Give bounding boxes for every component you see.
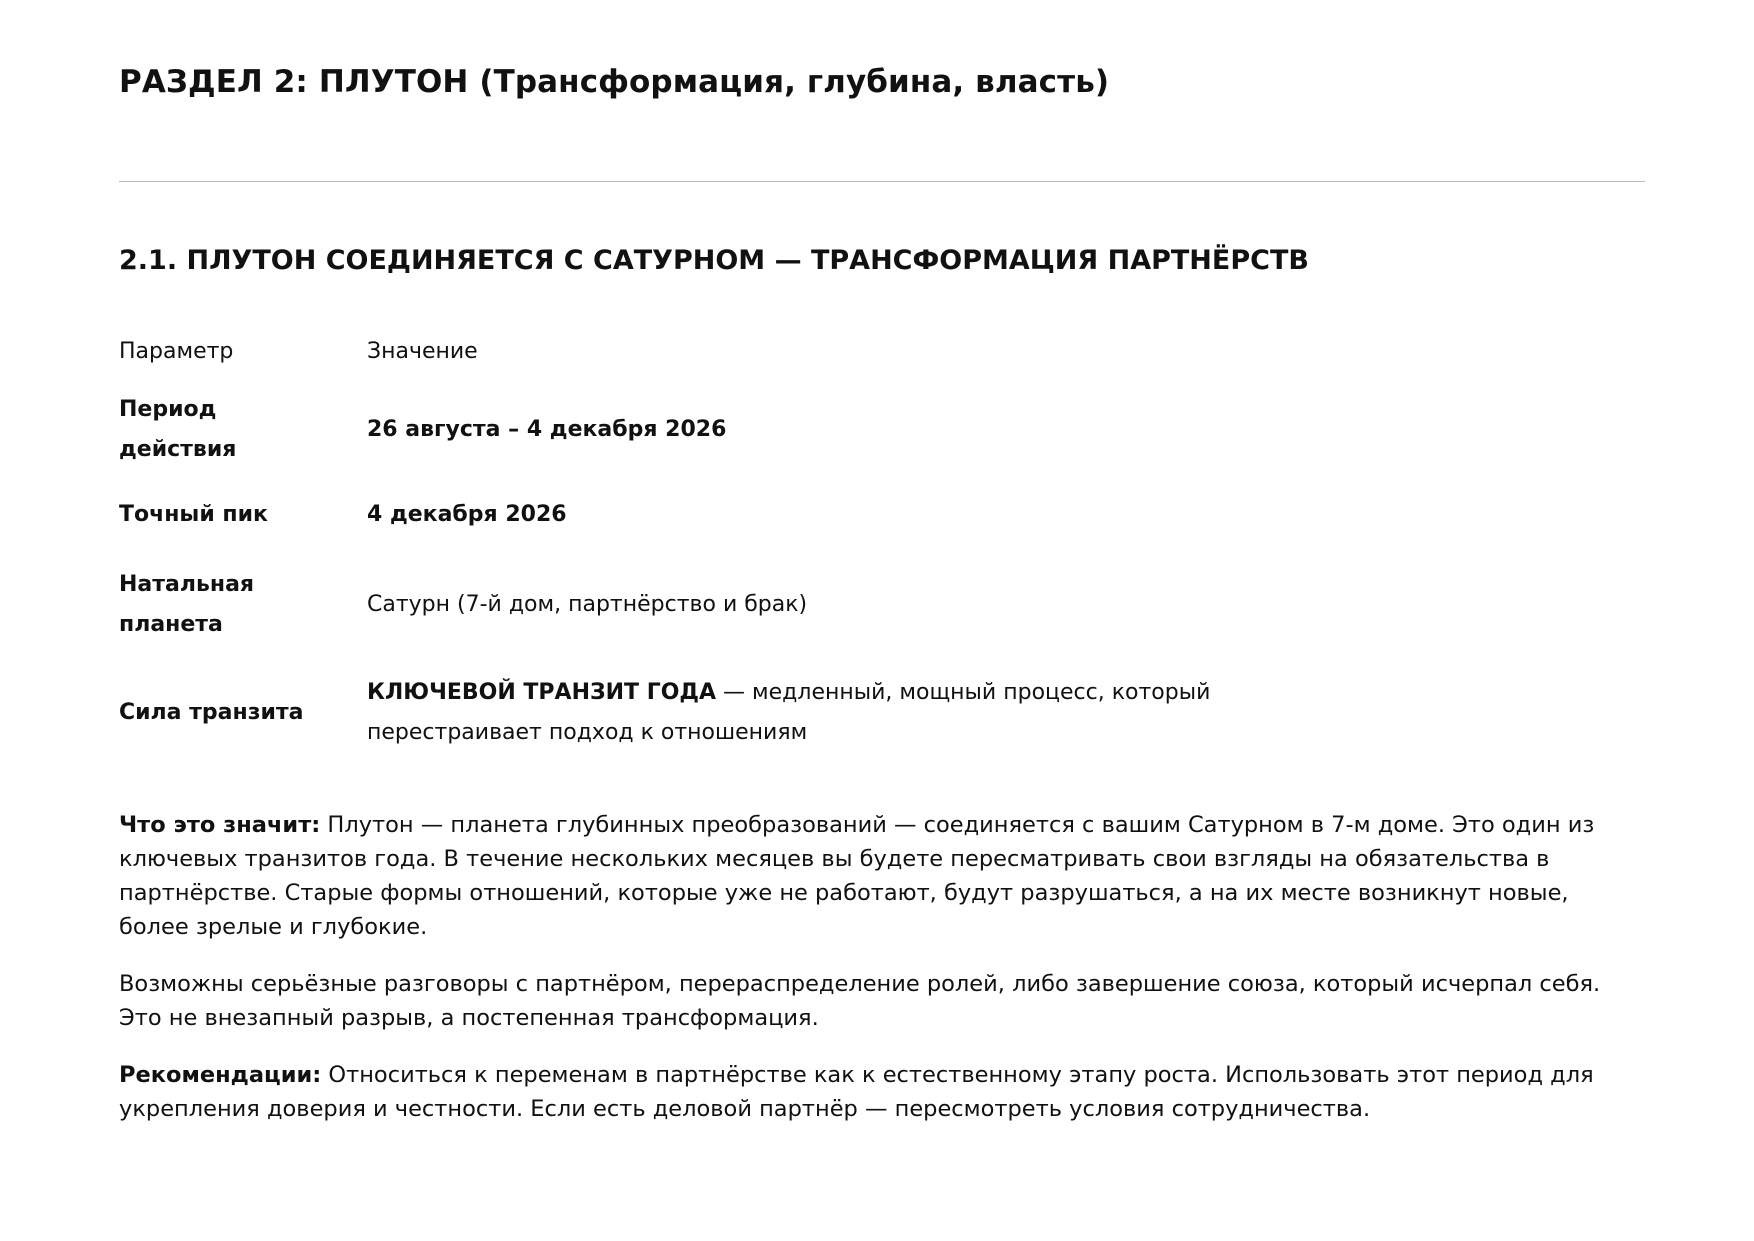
meaning-label: Что это значит:	[119, 812, 321, 838]
table-row-transit-force	[119, 663, 1645, 763]
recommendations-text: Относиться к переменам в партнёрстве как к естественному этапу роста. Использовать этот период для укрепления доверия и честности. Если есть деловой партнёр — пересмотреть условия сотрудничества.	[119, 1062, 1594, 1122]
param-natal-planet	[119, 565, 367, 645]
table-header-row	[119, 327, 1645, 377]
param-transit-force: Сила транзита	[119, 700, 304, 725]
param-period-line1: Период	[119, 397, 217, 422]
section-title: РАЗДЕЛ 2: ПЛУТОН (Трансформация, глубина, власть)	[119, 64, 1110, 100]
value-transit-force-strong: КЛЮЧЕВОЙ ТРАНЗИТ ГОДА	[367, 680, 717, 705]
param-natal-line1: Натальная	[119, 572, 255, 597]
table-row-period	[119, 377, 1645, 483]
subsection-title: 2.1. ПЛУТОН СОЕДИНЯЕТСЯ С САТУРНОМ — ТРАНСФОРМАЦИЯ ПАРТНЁРСТВ	[119, 245, 1309, 276]
parameter-table	[119, 327, 1645, 763]
value-natal-planet: Сатурн (7-й дом, партнёрство и брак)	[367, 592, 808, 617]
meaning-text: Плутон — планета глубинных преобразований — соединяется с вашим Сатурном в 7-м доме. Это один из ключевых транзитов года. В течение нескольких месяцев вы будете пересматривать свои взгляды на обязательства в партнёрстве. Старые формы отношений, которые уже не работают, будут разрушаться, а на их месте возникнут новые, более зрелые и глубокие.	[119, 812, 1595, 940]
recommendations-paragraph	[119, 1058, 1645, 1126]
second-paragraph: Возможны серьёзные разговоры с партнёром, перераспределение ролей, либо завершение союза, который исчерпал себя. Это не внезапный разрыв, а постепенная трансформация.	[119, 971, 1601, 1031]
value-transit-force-rest1: — медленный, мощный процесс, который	[716, 680, 1211, 705]
recommendations-label: Рекомендации:	[119, 1062, 322, 1088]
value-period: 26 августа – 4 декабря 2026	[367, 417, 727, 442]
param-period-line2: действия	[119, 437, 237, 462]
param-peak: Точный пик	[119, 502, 268, 527]
value-peak: 4 декабря 2026	[367, 502, 567, 527]
header-param: Параметр	[119, 339, 234, 364]
value-transit-force-line1	[367, 673, 1267, 713]
meaning-paragraph	[119, 808, 1645, 944]
param-period	[119, 390, 367, 470]
table-row-peak	[119, 483, 1645, 547]
section-divider	[119, 181, 1645, 182]
value-transit-force-line2: перестраивает подход к отношениям	[367, 720, 808, 745]
table-row-natal-planet	[119, 547, 1645, 663]
param-natal-line2: планета	[119, 612, 223, 637]
header-value: Значение	[367, 339, 478, 364]
value-transit-force	[367, 673, 1267, 753]
